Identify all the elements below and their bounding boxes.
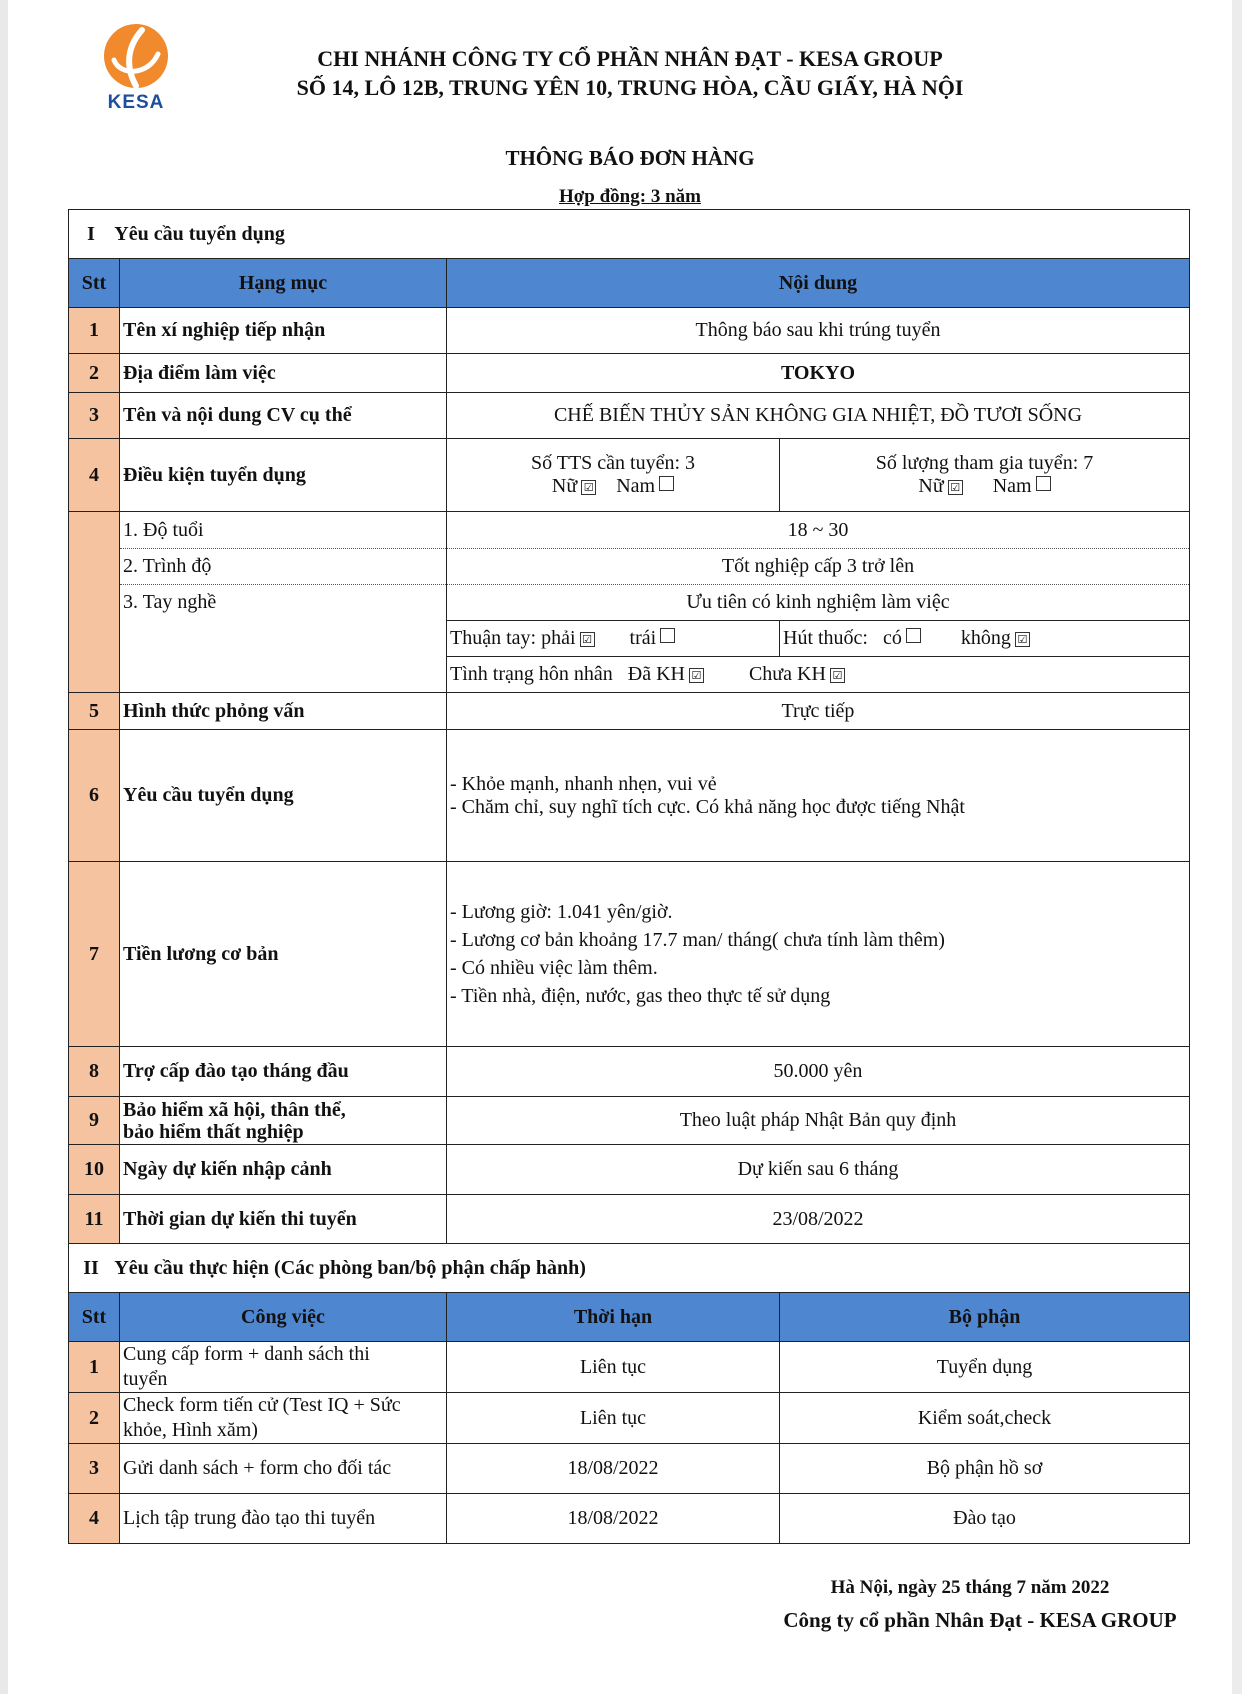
marital-cell: [447, 657, 1190, 693]
deadline-cell: 18/08/2022: [447, 1444, 780, 1494]
table-row: [69, 549, 1190, 585]
male-label: Nam: [616, 475, 656, 497]
section2-header-row: [69, 1244, 1190, 1293]
task-line2: tuyển: [123, 1368, 168, 1390]
deadline-cell: Liên tục: [447, 1342, 780, 1393]
row-label: Thời gian dự kiến thi tuyển: [120, 1195, 447, 1244]
company-name: CHI NHÁNH CÔNG TY CỔ PHẦN NHÂN ĐẠT - KESA GROUP: [317, 46, 943, 71]
single-label: Chưa KH: [748, 663, 826, 685]
row-stt: 3: [69, 393, 120, 439]
row-value: TOKYO: [447, 354, 1190, 393]
deadline-cell: Liên tục: [447, 1393, 780, 1444]
col-content: Nội dung: [447, 259, 1190, 308]
table-row: [69, 1494, 1190, 1544]
department-cell: Đào tạo: [780, 1494, 1190, 1544]
section2-title-text: Yêu cầu thực hiện (Các phòng ban/bộ phận chấp hành): [114, 1256, 586, 1279]
row-stt: 4: [69, 1494, 120, 1544]
insurance-label-line1: Bảo hiểm xã hội, thân thể,: [123, 1098, 346, 1121]
trainee-count-cell: [447, 439, 780, 512]
page-edge-right: [1232, 0, 1242, 1694]
section1-column-header: [69, 259, 1190, 308]
education-label: 2. Trình độ: [120, 549, 447, 585]
row-stt: 6: [69, 730, 120, 862]
task-line2: khỏe, Hình xăm): [123, 1419, 258, 1441]
handedness-cell: [447, 621, 780, 657]
row-label: Yêu cầu tuyển dụng: [120, 730, 447, 862]
task-cell: Gửi danh sách + form cho đối tác: [120, 1444, 447, 1494]
row-value: Dự kiến sau 6 tháng: [447, 1145, 1190, 1195]
kesa-logo-icon: [96, 24, 176, 94]
married-checkbox[interactable]: ☑: [689, 668, 704, 683]
female-checkbox[interactable]: ☑: [948, 480, 963, 495]
kesa-logo: [96, 24, 176, 116]
table-row: [69, 1393, 1190, 1444]
department-cell: Bộ phận hồ sơ: [780, 1444, 1190, 1494]
row-stt: 2: [69, 354, 120, 393]
handedness-label: Thuận tay: phải: [450, 627, 576, 649]
table-row: [69, 354, 1190, 393]
salary-line: - Lương cơ bản khoảng 17.7 man/ tháng( chưa tính làm thêm): [450, 929, 945, 951]
row-stt: 11: [69, 1195, 120, 1244]
salary-line: - Tiền nhà, điện, nước, gas theo thực tế sử dụng: [450, 985, 831, 1007]
male-checkbox[interactable]: [1036, 476, 1051, 491]
task-line1: Cung cấp form + danh sách thi: [123, 1343, 370, 1365]
row-label: Hình thức phỏng vấn: [120, 693, 447, 730]
task-line1: Check form tiến cử (Test IQ + Sức: [123, 1394, 401, 1416]
requirement-line: - Khỏe mạnh, nhanh nhẹn, vui vẻ: [450, 772, 717, 795]
task-cell: [120, 1393, 447, 1444]
company-address: SỐ 14, LÔ 12B, TRUNG YÊN 10, TRUNG HÒA, CẦU GIẤY, HÀ NỘI: [296, 75, 964, 100]
department-cell: Tuyển dụng: [780, 1342, 1190, 1393]
participant-count-text: Số lượng tham gia tuyển: 7: [875, 452, 1094, 474]
row-value: Trực tiếp: [447, 693, 1190, 730]
section1-title: [69, 210, 1190, 259]
skill-value: Ưu tiên có kinh nghiệm làm việc: [447, 585, 1190, 621]
task-cell: Lịch tập trung đào tạo thi tuyển: [120, 1494, 447, 1544]
row-value: 50.000 yên: [447, 1047, 1190, 1097]
female-label: Nữ: [918, 475, 944, 497]
salary-line: - Có nhiều việc làm thêm.: [450, 957, 658, 979]
document-title: THÔNG BÁO ĐƠN HÀNG: [505, 146, 755, 170]
section2-title: [69, 1244, 1190, 1293]
table-row: [69, 730, 1190, 862]
table-row: [69, 862, 1190, 1047]
age-value: 18 ~ 30: [447, 512, 1190, 549]
row-stt: 5: [69, 693, 120, 730]
left-hand-checkbox[interactable]: [660, 628, 675, 643]
smoking-cell: [780, 621, 1190, 657]
row-label: Tên xí nghiệp tiếp nhận: [120, 308, 447, 354]
row-stt: 8: [69, 1047, 120, 1097]
trainee-count-text: Số TTS cần tuyển: 3: [530, 452, 696, 474]
row-value: Theo luật pháp Nhật Bản quy định: [447, 1097, 1190, 1145]
row-label: Trợ cấp đào tạo tháng đầu: [120, 1047, 447, 1097]
empty-cell: [120, 621, 447, 693]
col-stt: Stt: [69, 259, 120, 308]
signature-company: Công ty cổ phần Nhân Đạt - KESA GROUP: [783, 1608, 1177, 1632]
department-cell: Kiểm soát,check: [780, 1393, 1190, 1444]
row-value: Thông báo sau khi trúng tuyển: [447, 308, 1190, 354]
table-row: [69, 693, 1190, 730]
table-row: [69, 1195, 1190, 1244]
smoking-yes-label: có: [883, 627, 902, 649]
marital-label: Tình trạng hôn nhân: [450, 663, 613, 685]
row-value: 23/08/2022: [447, 1195, 1190, 1244]
section1-number: I: [87, 222, 95, 245]
smoking-yes-checkbox[interactable]: [906, 628, 921, 643]
col-department: Bộ phận: [780, 1293, 1190, 1342]
age-label: 1. Độ tuổi: [120, 512, 447, 549]
skill-label: 3. Tay nghề: [120, 585, 447, 621]
table-row: [69, 1342, 1190, 1393]
married-label: Đã KH: [627, 663, 685, 685]
col-task: Công việc: [120, 1293, 447, 1342]
contract-term: Hợp đồng: 3 năm: [559, 186, 701, 207]
table-row: [69, 621, 1190, 657]
table-row: [69, 393, 1190, 439]
row-label: [120, 1097, 447, 1145]
table-row: [69, 1444, 1190, 1494]
task-cell: [120, 1342, 447, 1393]
table-row: [69, 1047, 1190, 1097]
requirement-line: - Chăm chỉ, suy nghĩ tích cực. Có khả năng học được tiếng Nhật: [450, 795, 965, 818]
education-value: Tốt nghiệp cấp 3 trở lên: [447, 549, 1190, 585]
smoking-label: Hút thuốc:: [783, 627, 868, 649]
row-stt: 7: [69, 862, 120, 1047]
col-deadline: Thời hạn: [447, 1293, 780, 1342]
row-label: Tiền lương cơ bản: [120, 862, 447, 1047]
col-stt: Stt: [69, 1293, 120, 1342]
left-hand-label: trái: [629, 627, 657, 649]
row-label: Điều kiện tuyển dụng: [120, 439, 447, 512]
right-hand-checkbox[interactable]: ☑: [580, 632, 595, 647]
col-category: Hạng mục: [120, 259, 447, 308]
logo-text: KESA: [107, 92, 165, 113]
smoking-no-label: không: [960, 627, 1011, 649]
order-table: [68, 209, 1190, 1544]
row-label: Ngày dự kiến nhập cảnh: [120, 1145, 447, 1195]
section1-header-row: [69, 210, 1190, 259]
smoking-no-checkbox[interactable]: ☑: [1015, 632, 1030, 647]
insurance-label-line2: bảo hiểm thất nghiệp: [123, 1120, 304, 1143]
section1-title-text: Yêu cầu tuyển dụng: [114, 222, 285, 245]
male-label: Nam: [992, 475, 1032, 497]
table-row: [69, 308, 1190, 354]
salary-line: - Lương giờ: 1.041 yên/giờ.: [450, 901, 673, 923]
row-stt: 1: [69, 1342, 120, 1393]
row-value: CHẾ BIẾN THỦY SẢN KHÔNG GIA NHIỆT, ĐỒ TƯƠI SỐNG: [447, 393, 1190, 439]
deadline-cell: 18/08/2022: [447, 1494, 780, 1544]
table-row: [69, 1097, 1190, 1145]
row-label: Tên và nội dung CV cụ thể: [120, 393, 447, 439]
row-stt: 9: [69, 1097, 120, 1145]
row-stt: 4: [69, 439, 120, 512]
single-checkbox[interactable]: ☑: [830, 668, 845, 683]
section2-number: II: [83, 1256, 99, 1279]
section2-column-header: [69, 1293, 1190, 1342]
salary-cell: [447, 862, 1190, 1047]
issue-date: Hà Nội, ngày 25 tháng 7 năm 2022: [830, 1577, 1110, 1598]
page-edge-left: [0, 0, 8, 1694]
row-stt: 2: [69, 1393, 120, 1444]
requirements-cell: [447, 730, 1190, 862]
female-label: Nữ: [551, 475, 578, 497]
table-row: [69, 439, 1190, 512]
participant-count-cell: [780, 439, 1190, 512]
table-row: [69, 1145, 1190, 1195]
row-stt: 10: [69, 1145, 120, 1195]
female-checkbox[interactable]: ☑: [581, 480, 596, 495]
male-checkbox[interactable]: [659, 476, 674, 491]
row-label: Địa điểm làm việc: [120, 354, 447, 393]
row-stt: 1: [69, 308, 120, 354]
row-stt-empty: [69, 512, 120, 693]
table-row: [69, 512, 1190, 549]
row-stt: 3: [69, 1444, 120, 1494]
table-row: [69, 585, 1190, 621]
